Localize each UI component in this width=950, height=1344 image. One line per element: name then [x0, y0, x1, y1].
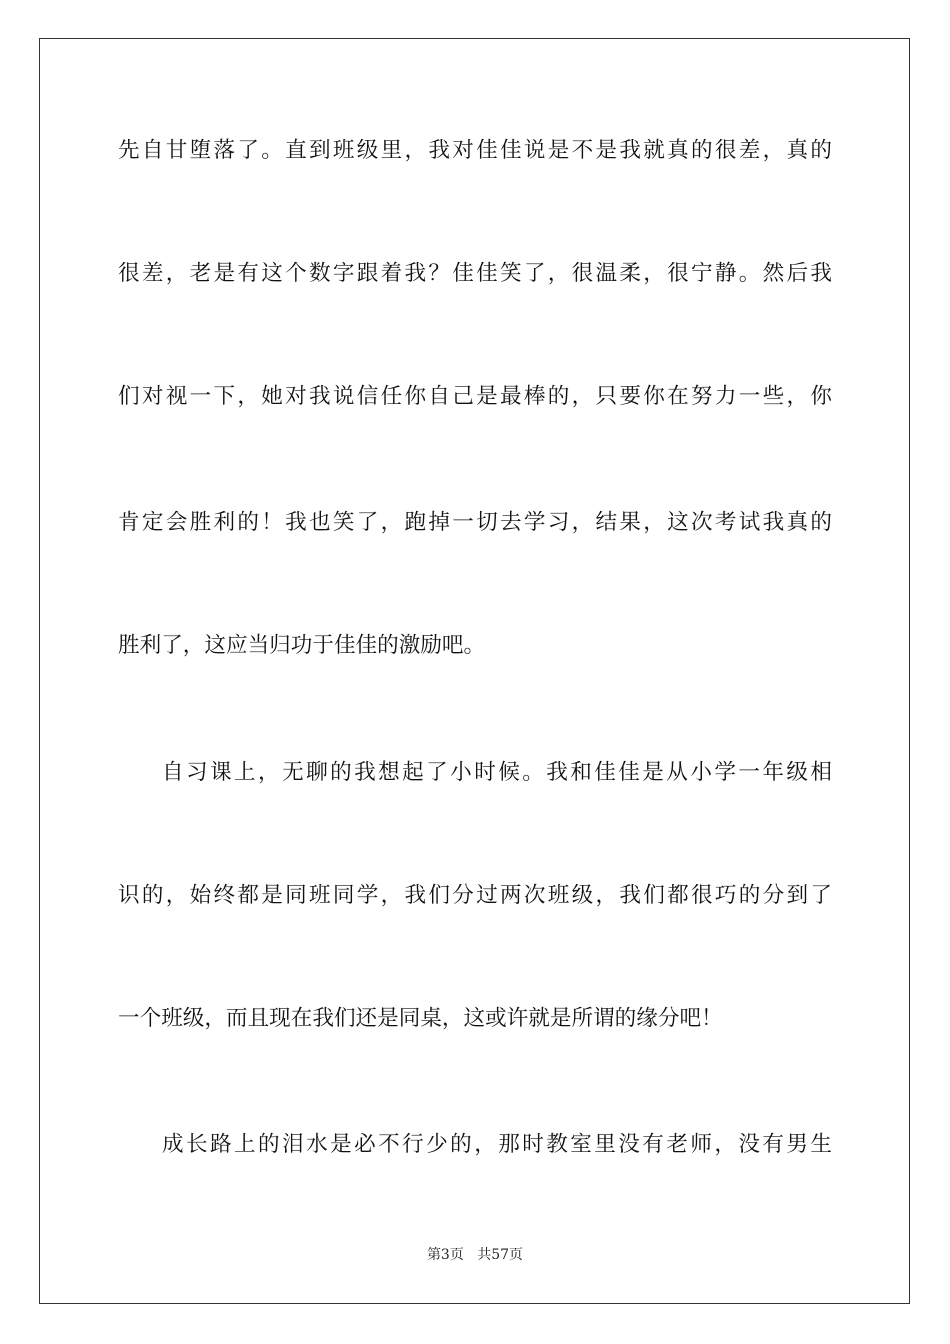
text-line: 识的，始终都是同班同学，我们分过两次班级，我们都很巧的分到了 — [118, 883, 832, 908]
page-footer — [0, 1246, 950, 1264]
paragraph-start-line: 成长路上的泪水是必不行少的，那时教室里没有老师，没有男生 — [162, 1132, 832, 1157]
text-line: 肯定会胜利的！我也笑了，跑掉一切去学习，结果，这次考试我真的 — [118, 510, 832, 535]
text-line: 胜利了，这应当归功于佳佳的激励吧。 — [118, 633, 486, 658]
page-border — [39, 38, 910, 1304]
paragraph-start-line: 自习课上，无聊的我想起了小时候。我和佳佳是从小学一年级相 — [162, 760, 832, 785]
current-page-number: 第3页 — [426, 1247, 464, 1263]
text-line: 先自甘堕落了。直到班级里，我对佳佳说是不是我就真的很差，真的 — [118, 138, 832, 163]
text-line: 们对视一下，她对我说信任你自己是最棒的，只要你在努力一些，你 — [118, 384, 832, 409]
text-line: 很差，老是有这个数字跟着我？佳佳笑了，很温柔，很宁静。然后我 — [118, 261, 832, 286]
text-line: 一个班级，而且现在我们还是同桌，这或许就是所谓的缘分吧！ — [118, 1006, 723, 1031]
total-page-count: 共57页 — [477, 1247, 524, 1263]
